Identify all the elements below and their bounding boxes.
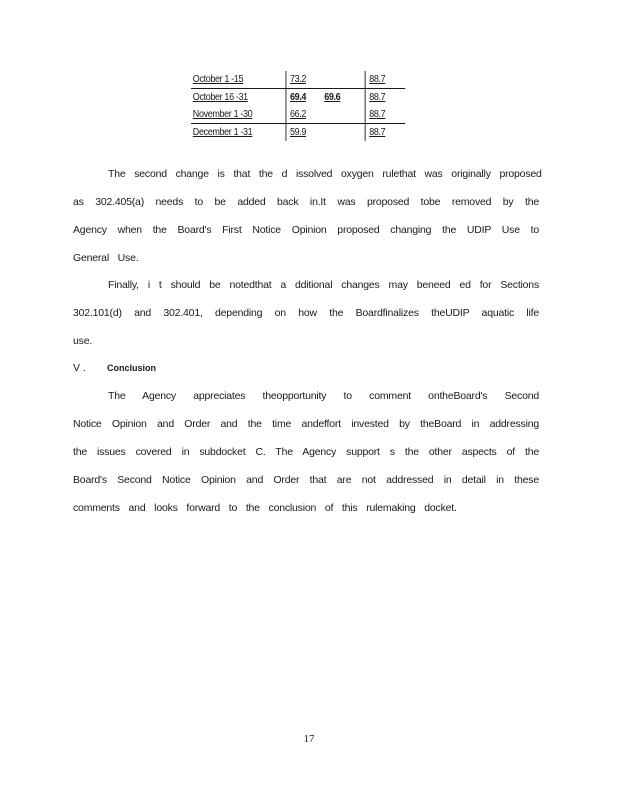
paragraph-second-change bbox=[73, 160, 542, 272]
table-cell-period: October 16 -31 bbox=[192, 92, 248, 103]
table-row bbox=[191, 124, 405, 141]
page-number: 17 bbox=[303, 733, 315, 745]
text-line: The Agency appreciates theopportunity to comment ontheBoard's Second bbox=[108, 390, 539, 402]
text-line: as 302.405(a) needs to be added back in.It was proposed tobe removed by the bbox=[73, 196, 539, 208]
paragraph-additional-changes bbox=[73, 271, 539, 355]
paragraph-conclusion bbox=[73, 382, 539, 522]
section-number: V . bbox=[73, 362, 86, 374]
table-cell-value: 88.7 bbox=[369, 92, 386, 103]
text-line: Agency when the Board's First Notice Opinion proposed changing the UDIP Use to bbox=[73, 224, 539, 236]
column-divider bbox=[286, 89, 287, 106]
table-cell-value: 88.7 bbox=[369, 109, 386, 120]
table-cell-value: 66.2 bbox=[290, 109, 307, 120]
table-cell-period: November 1 -30 bbox=[192, 109, 253, 120]
table-cell-period: December 1 -31 bbox=[192, 127, 253, 138]
table-row bbox=[191, 89, 405, 106]
text-line: comments and looks forward to the conclusion of this rulemaking docket. bbox=[73, 502, 457, 514]
data-table bbox=[191, 71, 405, 141]
text-line: Notice Opinion and Order and the time andeffort invested by theBoard in addressing bbox=[73, 418, 539, 430]
column-divider bbox=[286, 124, 287, 141]
column-divider bbox=[286, 71, 287, 88]
table-cell-value: 69.4 bbox=[290, 92, 307, 103]
column-divider bbox=[365, 106, 366, 123]
table-row bbox=[191, 106, 405, 124]
table-cell-value: 69.6 bbox=[324, 92, 341, 103]
column-divider bbox=[365, 71, 366, 88]
table-cell-value: 59.9 bbox=[290, 127, 307, 138]
section-heading bbox=[73, 362, 156, 374]
column-divider bbox=[365, 124, 366, 141]
table-cell-period: October 1 -15 bbox=[192, 74, 244, 85]
text-line: Board's Second Notice Opinion and Order that are not addressed in detail in these bbox=[73, 474, 539, 486]
text-line: use. bbox=[73, 335, 93, 347]
text-line: the issues covered in subdocket C. The Agency support s the other aspects of the bbox=[73, 446, 539, 458]
column-divider bbox=[286, 106, 287, 123]
text-line: 302.101(d) and 302.401, depending on how the Boardfinalizes theUDIP aquatic life bbox=[73, 307, 539, 319]
section-title: Conclusion bbox=[107, 363, 156, 373]
table-row bbox=[191, 71, 405, 89]
text-line: Finally, i t should be notedthat a dditional changes may beneed ed for Sections bbox=[108, 279, 539, 291]
column-divider bbox=[365, 89, 366, 106]
text-line: General Use. bbox=[73, 252, 139, 264]
table-cell-value: 73.2 bbox=[290, 74, 307, 85]
text-line: The second change is that the d issolved oxygen rulethat was originally proposed bbox=[108, 168, 542, 180]
table-cell-value: 88.7 bbox=[369, 74, 386, 85]
table-cell-value: 88.7 bbox=[369, 127, 386, 138]
